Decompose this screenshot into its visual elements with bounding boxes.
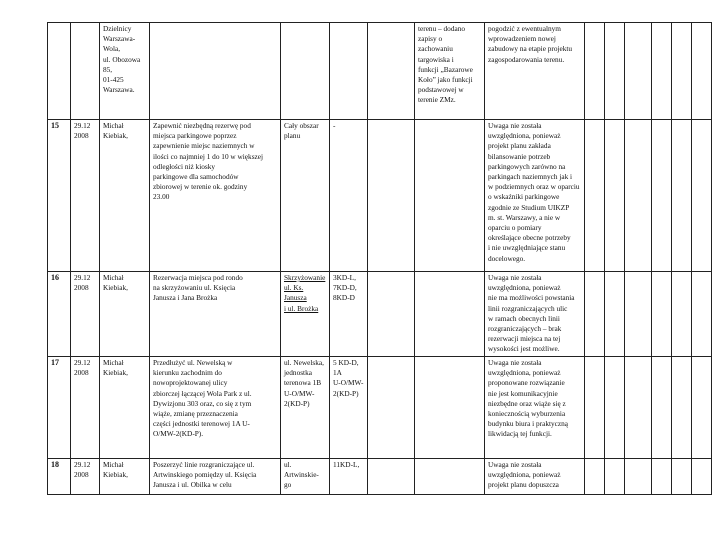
row-area: - <box>330 120 368 272</box>
row-zone <box>368 459 415 495</box>
row-author: Michał Kiebiak, <box>100 272 150 357</box>
row-remarks: terenu – dodano zapisy o zachowaniu targowiska i funkcji „Bazarowe Koło” jako funkcji podstawowej w terenie ZMz. <box>415 23 485 120</box>
row-request: Zapewnić niezbędną rezerwę pod miejsca parkingowe poprzez zapewnienie miejsc naziemnych w ilości co najmniej 1 do 10 w większej odległości niż kiosky parkingowe dla samochodów zbiorowej w terenie ok. godziny 23.00 <box>150 120 281 272</box>
table-row <box>48 459 712 495</box>
row-author: Michał Kiebiak, <box>100 459 150 495</box>
row-remarks <box>415 459 485 495</box>
row-number: 17 <box>48 357 71 459</box>
row-date: 29.12 2008 <box>71 272 100 357</box>
row-response: Uwaga nie została uwzględniona, ponieważ projekt planu zakłada bilansowanie potrzeb parkingowych zarówno na parkingach naziemnych jak i w podziemnych oraz w oparciu o wskaźniki parkingowe zgodnie ze Studium UIKZP m. st. Warszawy, a nie w oparciu o pomiary określające obecne potrzeby i nie uwzględniające stanu docelowego. <box>485 120 585 272</box>
row-remarks <box>415 272 485 357</box>
row-zone <box>368 272 415 357</box>
row-response: Uwaga nie została uwzględniona, ponieważ nie ma możliwości powstania linii rozgraniczających ulic w ramach obecnych linii rozgraniczających – brak rezerwacji miejsca na tej wysokości jest możliwe. <box>485 272 585 357</box>
row-number <box>48 23 71 120</box>
table-row <box>48 23 712 120</box>
row-number: 15 <box>48 120 71 272</box>
row-remarks <box>415 357 485 459</box>
row-author: Michał Kiebiak, <box>100 357 150 459</box>
row-area: 3KD-L, 7KD-D, 8KD-D <box>330 272 368 357</box>
row-author: Dzielnicy Warszawa-Wola, ul. Obozowa 85, 01-425 Warszawa. <box>100 23 150 120</box>
row-date: 29.12 2008 <box>71 357 100 459</box>
row-zone <box>368 357 415 459</box>
row-parcel: Skrzyżowanie ul. Ks. Janusza i ul. Brożka <box>281 272 330 357</box>
row-parcel: ul. Artwinskie- go <box>281 459 330 495</box>
row-request <box>150 23 281 120</box>
row-response: pogodzić z ewentualnym wprowadzeniem nowej zabudowy na etapie projektu zagospodarowania terenu. <box>485 23 585 120</box>
remarks-table <box>47 22 712 495</box>
row-request: Rezerwacja miejsca pod rondo na skrzyżowaniu ul. Księcia Janusza i Jana Brożka <box>150 272 281 357</box>
table-row <box>48 120 712 272</box>
row-date <box>71 23 100 120</box>
row-author: Michał Kiebiak, <box>100 120 150 272</box>
row-zone <box>368 23 415 120</box>
row-request: Przedłużyć ul. Newelską w kierunku zachodnim do nowoprojektowanej ulicy zbiorczej łączącej Wola Park z ul. Dywizjonu 303 oraz, co się z tym wiąże, zmianę przeznaczenia części jednostki terenowej 1A U- O/MW-2(KD-P). <box>150 357 281 459</box>
row-date: 29.12 2008 <box>71 120 100 272</box>
row-area: 5 KD-D, 1A U-O/MW- 2(KD-P) <box>330 357 368 459</box>
row-response: Uwaga nie została uwzględniona, ponieważ proponowane rozwiązanie nie jest komunikacyjnie niezbędne oraz wiąże się z koniecznością wyburzenia budynku biura i praktyczną likwidacją tej funkcji. <box>485 357 585 459</box>
row-response: Uwaga nie została uwzględniona, ponieważ projekt planu dopuszcza <box>485 459 585 495</box>
table-row <box>48 272 712 357</box>
row-area <box>330 23 368 120</box>
row-remarks <box>415 120 485 272</box>
row-parcel: ul. Newelska, jednostka terenowa 1B U-O/MW- 2(KD-P) <box>281 357 330 459</box>
row-parcel <box>281 23 330 120</box>
row-request: Poszerzyć linie rozgraniczające ul. Artwinskiego pomiędzy ul. Księcia Janusza i ul. Obilka w celu <box>150 459 281 495</box>
row-date: 29.12 2008 <box>71 459 100 495</box>
row-number: 18 <box>48 459 71 495</box>
row-zone <box>368 120 415 272</box>
row-number: 16 <box>48 272 71 357</box>
row-area: 11KD-L, <box>330 459 368 495</box>
table-row <box>48 357 712 459</box>
row-parcel: Cały obszar planu <box>281 120 330 272</box>
